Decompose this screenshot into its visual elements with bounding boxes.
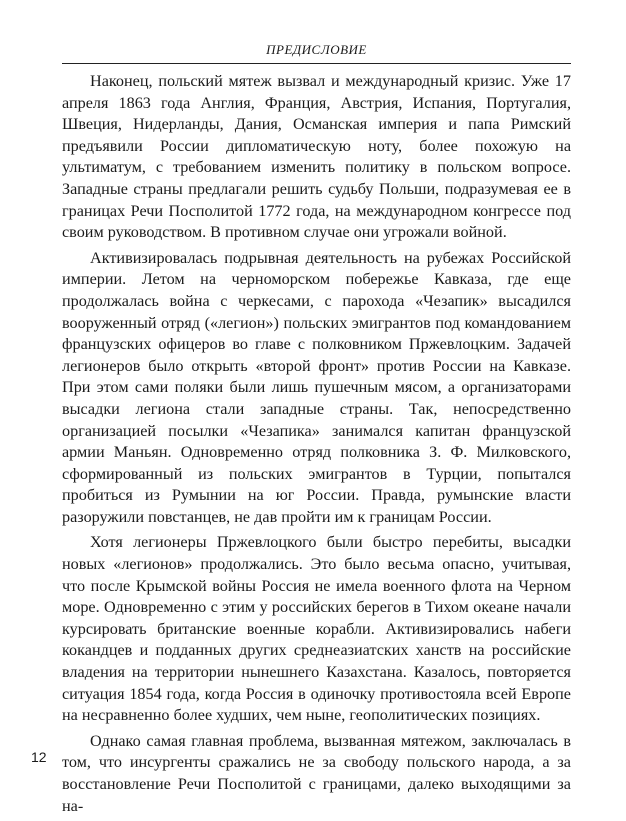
running-head: ПРЕДИСЛОВИЕ bbox=[266, 42, 367, 57]
paragraph: Активизировалась подрывная деятельность на рубежах Российской империи. Летом на черноморском побережье Кавказа, где еще продолжалась война с черкесами, с парохода «Чезапик» высадился вооруженный отряд («легион») польских эмигрантов под командованием французских офицеров во главе с полковником Пржевлоцким. Задачей легионеров было открыть «второй фронт» против России на Кавказе. При этом сами поляки были лишь пушечным мясом, а организаторами высадки легиона стали западные страны. Так, непосредственно организацией посылки «Чезапика» занимался капитан французской армии Маньян. Одновременно отряд полковника З. Ф. Милковского, сформированный из польских эмигрантов в Турции, попытался пробиться из Румынии на юг России. Правда, румынские власти разоружили повстанцев, не дав пройти им к границам России. bbox=[62, 248, 571, 526]
header-rule bbox=[62, 63, 571, 64]
body-text bbox=[62, 71, 571, 821]
page-number: 12 bbox=[31, 749, 47, 765]
paragraph: Наконец, польский мятеж вызвал и международный кризис. Уже 17 апреля 1863 года Англия, Франция, Австрия, Испания, Португалия, Швеция, Нидерланды, Дания, Османская империя и папа Римский предъявили России дипломатическую ноту, более похожую на ультиматум, с требованием изменить политику в польском вопросе. Западные страны предлагали решить судьбу Польши, подразумевая ее в границах Речи Посполитой 1772 года, на международном конгрессе под своим руководством. В противном случае они угрожали войной. bbox=[62, 72, 571, 242]
paragraph: Однако самая главная проблема, вызванная мятежом, заключалась в том, что инсургенты сражались не за свободу польского народа, а за восстановление Речи Посполитой с границами, далеко выходящими за на- bbox=[62, 731, 571, 815]
paragraph: Хотя легионеры Пржевлоцкого были быстро перебиты, высадки новых «легионов» продолжались. Это было весьма опасно, учитывая, что после Крымской войны Россия не имела военного флота на Черном море. Одновременно с этим у российских берегов в Тихом океане начали курсировать британские военные корабли. Активизировались набеги кокандцев и подданных других среднеазиатских ханств на российские владения на территории нынешнего Казахстана. Казалось, повторяется ситуация 1854 года, когда Россия в одиночку противостояла всей Европе на несравненно более худших, чем ныне, геополитических позициях. bbox=[62, 533, 571, 725]
